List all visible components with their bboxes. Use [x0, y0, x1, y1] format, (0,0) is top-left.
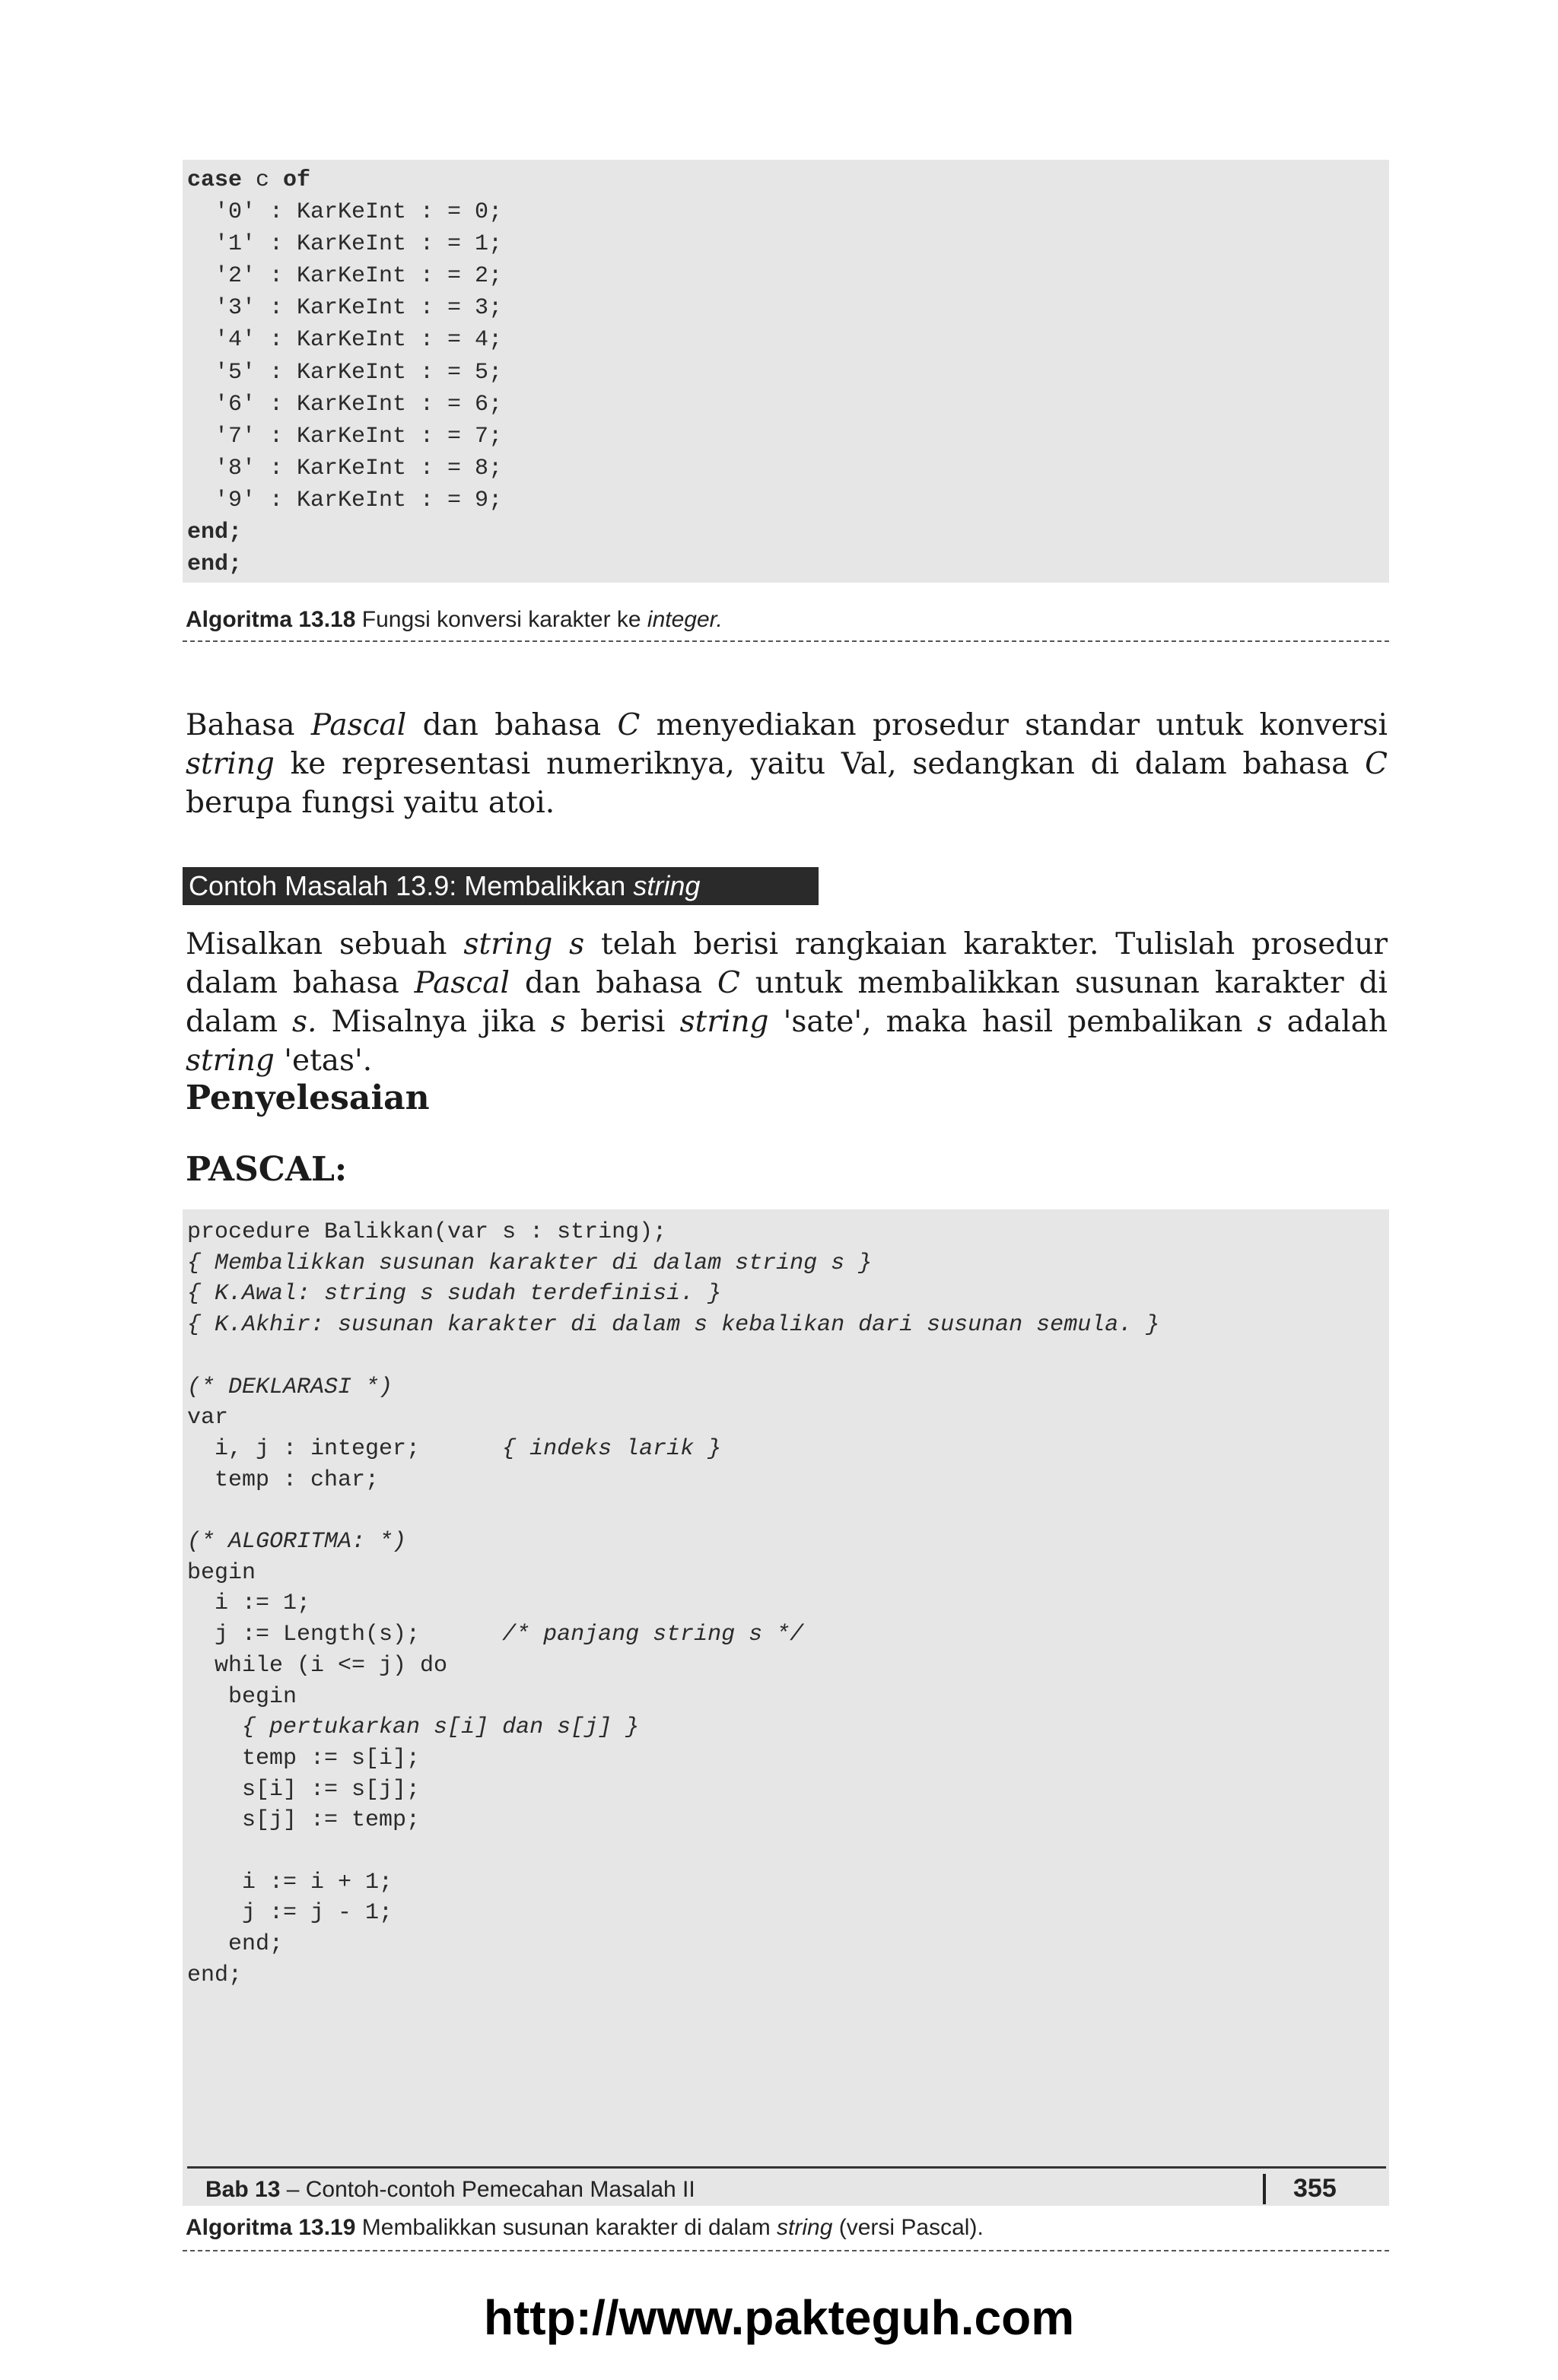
code-line: i, j : integer; { indeks larik }: [187, 1435, 722, 1462]
code-line: '4' : KarKeInt : = 4;: [187, 327, 503, 354]
paragraph-problem: Misalkan sebuah string s telah berisi rangkaian karakter. Tulislah prosedur dalam bahasa Pascal dan bahasa C untuk membalikkan susunan karakter di dalam s. Misalnya jika s berisi string 'sate', maka hasil pembalikan s adalah string 'etas'.: [186, 927, 1388, 1078]
heading-penyelesaian: Penyelesaian: [186, 1079, 430, 1117]
code-line: { K.Awal: string s sudah terdefinisi. }: [187, 1281, 722, 1308]
code-line: while (i <= j) do: [187, 1652, 448, 1679]
code-line: end;: [187, 1962, 243, 1988]
caption-divider: [183, 2250, 1389, 2251]
code-line: end;: [187, 520, 243, 546]
code-line: '5' : KarKeInt : = 5;: [187, 359, 503, 386]
code-line: s[j] := temp;: [187, 1807, 421, 1834]
code-line: (* ALGORITMA: *): [187, 1529, 407, 1555]
code-line: '8' : KarKeInt : = 8;: [187, 455, 503, 481]
code-line: { K.Akhir: susunan karakter di dalam s kebalikan dari susunan semula. }: [187, 1312, 1160, 1339]
code-line: temp : char;: [187, 1466, 380, 1493]
code-line: var: [187, 1405, 229, 1431]
code-line: end;: [187, 1931, 284, 1958]
page-number: 355: [1293, 2174, 1337, 2203]
heading-pascal: PASCAL:: [186, 1150, 348, 1189]
code-line: { Membalikkan susunan karakter di dalam string s }: [187, 1250, 873, 1276]
caption-label: Algoritma 13.18: [186, 607, 356, 632]
caption-algoritma-13-19: [186, 2215, 984, 2241]
code-line: (* DEKLARASI *): [187, 1374, 393, 1400]
problem-title-bar: Contoh Masalah 13.9: Membalikkan string: [183, 867, 819, 905]
code-line: procedure Balikkan(var s : string);: [187, 1219, 667, 1245]
caption-label: Algoritma 13.19: [186, 2215, 356, 2240]
code-line: '2' : KarKeInt : = 2;: [187, 263, 503, 290]
paragraph-conversion: Bahasa Pascal dan bahasa C menyediakan prosedur standar untuk konversi string ke representasi numeriknya, yaitu Val, sedangkan di dalam bahasa C berupa fungsi yaitu atoi.: [186, 708, 1388, 820]
code-line: end;: [187, 551, 243, 578]
code-line: '9' : KarKeInt : = 9;: [187, 487, 503, 513]
code-block-algoritma-13-19: [183, 1209, 1389, 2206]
code-block-algoritma-13-18: [183, 160, 1389, 583]
caption-text: Membalikkan susunan karakter di dalam: [361, 2215, 771, 2240]
code-line: '3' : KarKeInt : = 3;: [187, 295, 503, 322]
code-line: i := 1;: [187, 1590, 311, 1617]
footer-chapter: Bab 13 – Contoh-contoh Pemecahan Masalah II: [205, 2177, 695, 2202]
code-line: { pertukarkan s[i] dan s[j] }: [242, 1714, 640, 1741]
code-line: '7' : KarKeInt : = 7;: [187, 423, 503, 450]
caption-divider: [183, 640, 1389, 642]
code-line: j := j - 1;: [187, 1900, 393, 1927]
caption-text: Fungsi konversi karakter ke: [361, 607, 641, 632]
code-line: [187, 1495, 1389, 1527]
code-line: [187, 1836, 1389, 1867]
caption-algoritma-13-18: [186, 607, 723, 633]
code-line: '0' : KarKeInt : = 0;: [187, 199, 503, 226]
watermark-url: http://www.pakteguh.com: [483, 2290, 1075, 2345]
code-line: begin: [187, 1683, 297, 1710]
caption-italic: string: [777, 2215, 833, 2240]
code-line: i := i + 1;: [187, 1869, 393, 1895]
code-line: temp := s[i];: [187, 1745, 421, 1771]
footer-separator: [1263, 2174, 1266, 2204]
caption-italic: integer.: [647, 607, 723, 632]
code-line: '6' : KarKeInt : = 6;: [187, 391, 503, 418]
caption-tail: (versi Pascal).: [838, 2215, 984, 2240]
code-line: s[i] := s[j];: [187, 1776, 421, 1803]
code-line: j := Length(s); /* panjang string s */: [187, 1622, 804, 1648]
footer-rule: [187, 2166, 1386, 2169]
code-line: begin: [187, 1559, 256, 1586]
code-line: case c of: [187, 167, 311, 193]
code-line: '1' : KarKeInt : = 1;: [187, 231, 503, 258]
code-line: [187, 1341, 1389, 1372]
